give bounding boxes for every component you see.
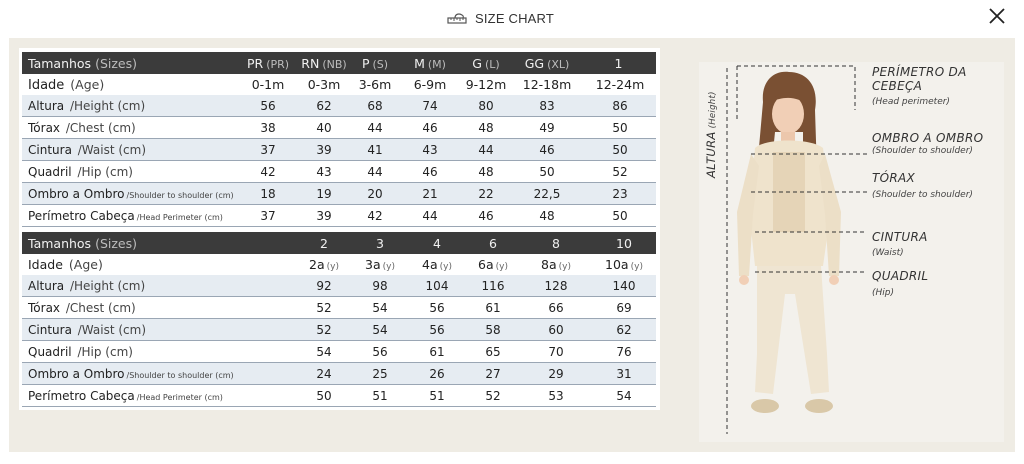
table-cell: 50 [510, 161, 584, 183]
table-cell: 140 [592, 275, 656, 297]
row-label: Altura /Height (cm) [22, 275, 296, 297]
size-column-header: 10 [592, 232, 656, 254]
table-cell: 56 [408, 297, 466, 319]
table-cell: 80 [462, 95, 510, 117]
ruler-icon [447, 12, 467, 24]
table-cell: 54 [352, 297, 408, 319]
row-label: Perímetro Cabeça /Head Perimeter (cm) [22, 205, 240, 227]
size-column-header: 3 [352, 232, 408, 254]
table-cell: 10a (y) [605, 257, 643, 272]
table-cell: 44 [352, 117, 398, 139]
size-column-header: PR (PR) [240, 52, 296, 74]
table-cell: 37 [240, 139, 296, 161]
table-cell: 60 [520, 319, 592, 341]
close-icon[interactable] [987, 6, 1007, 26]
table-cell: 65 [466, 341, 520, 363]
size-column-header: 4 [408, 232, 466, 254]
row-label: Idade (Age) [28, 76, 105, 93]
table-cell: 51 [408, 385, 466, 407]
table-row [22, 183, 656, 205]
table-cell: 12-24m [595, 77, 645, 92]
table-cell: 46 [510, 139, 584, 161]
table-row [22, 117, 656, 139]
table-row [22, 341, 656, 363]
table-cell: 69 [592, 297, 656, 319]
table-cell: 104 [408, 275, 466, 297]
table-cell: 27 [466, 363, 520, 385]
table-cell: 21 [398, 183, 462, 205]
table-cell: 62 [296, 95, 352, 117]
title-wrap [447, 9, 554, 27]
table-cell: 37 [240, 205, 296, 227]
table-cell: 61 [408, 341, 466, 363]
head-perimeter-label: PERÍMETRO DA CEBEÇA [872, 65, 967, 93]
chest-label: TÓRAX [872, 171, 916, 185]
table-cell: 50 [584, 117, 656, 139]
table-cell: 0-3m [307, 77, 341, 92]
table-cell: 43 [398, 139, 462, 161]
table-cell: 48 [510, 205, 584, 227]
hip-sub: (Hip) [872, 288, 895, 298]
table-cell: 20 [352, 183, 398, 205]
table-cell: 9-12m [465, 77, 507, 92]
table-cell: 44 [462, 139, 510, 161]
row-label: Ombro a Ombro /Shoulder to shoulder (cm) [22, 183, 240, 205]
table-cell: 54 [352, 319, 408, 341]
table-header-row [22, 232, 656, 254]
table-cell: 58 [466, 319, 520, 341]
table-cell: 40 [296, 117, 352, 139]
table-cell: 74 [398, 95, 462, 117]
size-column-header: 8 [520, 232, 592, 254]
row-label: Quadril /Hip (cm) [22, 161, 240, 183]
table-row [22, 297, 656, 319]
row-label: Altura /Height (cm) [22, 95, 240, 117]
table-cell: 25 [352, 363, 408, 385]
table-row [22, 95, 656, 117]
table-cell: 0-1m [251, 77, 285, 92]
shoulder-label: OMBRO A OMBRO [872, 131, 984, 145]
table-cell: 54 [296, 341, 352, 363]
table-cell: 70 [520, 341, 592, 363]
table-cell: 8a (y) [541, 257, 571, 272]
table-cell: 23 [584, 183, 656, 205]
waist-label: CINTURA [872, 230, 928, 244]
table-cell: 48 [462, 117, 510, 139]
table-cell: 62 [592, 319, 656, 341]
size-column-header: GG (XL) [510, 52, 584, 74]
table-cell: 44 [398, 205, 462, 227]
table-cell: 29 [520, 363, 592, 385]
table-cell: 31 [592, 363, 656, 385]
size-column-header: 1 [584, 52, 656, 74]
table-row [22, 363, 656, 385]
size-column-header: RN (NB) [296, 52, 352, 74]
size-table-baby [22, 52, 656, 227]
table-cell: 46 [462, 205, 510, 227]
table-cell: 22 [462, 183, 510, 205]
table-cell: 52 [584, 161, 656, 183]
table-cell: 42 [240, 161, 296, 183]
header-cell: Tamanhos (Sizes) [22, 52, 240, 74]
table-row [22, 254, 656, 275]
table-cell: 41 [352, 139, 398, 161]
table-cell: 18 [240, 183, 296, 205]
size-table-kids [22, 232, 656, 407]
table-cell: 83 [510, 95, 584, 117]
table-cell: 38 [240, 117, 296, 139]
row-label: Cintura /Waist (cm) [22, 139, 240, 161]
table-row [22, 139, 656, 161]
table-cell: 6-9m [413, 77, 447, 92]
table-cell: 44 [352, 161, 398, 183]
table-cell: 3-6m [358, 77, 392, 92]
height-label: ALTURA(Height) [704, 91, 718, 178]
table-row [22, 319, 656, 341]
table-cell: 19 [296, 183, 352, 205]
table-cell: 49 [510, 117, 584, 139]
size-column-header: G (L) [462, 52, 510, 74]
waist-sub: (Waist) [872, 248, 904, 258]
table-cell: 39 [296, 139, 352, 161]
table-cell: 43 [296, 161, 352, 183]
table-cell: 56 [408, 319, 466, 341]
table-cell: 92 [296, 275, 352, 297]
table-cell: 56 [352, 341, 408, 363]
table-cell: 50 [584, 205, 656, 227]
modal-header [0, 0, 1024, 38]
size-column-header: 6 [466, 232, 520, 254]
table-cell: 50 [584, 139, 656, 161]
table-cell: 52 [296, 297, 352, 319]
header-cell: Tamanhos (Sizes) [22, 232, 296, 254]
table-cell: 24 [296, 363, 352, 385]
table-cell: 48 [462, 161, 510, 183]
modal-title: SIZE CHART [475, 10, 555, 26]
row-label: Perímetro Cabeça /Head Perimeter (cm) [22, 385, 296, 407]
table-cell: 4a (y) [422, 257, 452, 272]
table-cell: 56 [240, 95, 296, 117]
row-label: Idade (Age) [28, 257, 103, 272]
table-cell: 3a (y) [365, 257, 395, 272]
shoulder-sub: (Shoulder to shoulder) [872, 146, 973, 156]
table-cell: 68 [352, 95, 398, 117]
measurement-lines [699, 62, 1004, 442]
table-cell: 50 [296, 385, 352, 407]
table-cell: 6a (y) [478, 257, 508, 272]
head-perimeter-sub: (Head perimeter) [872, 97, 950, 107]
table-cell: 46 [398, 117, 462, 139]
table-cell: 52 [296, 319, 352, 341]
table-cell: 54 [592, 385, 656, 407]
table-cell: 76 [592, 341, 656, 363]
row-label: Tórax /Chest (cm) [22, 117, 240, 139]
table-row [22, 161, 656, 183]
size-column-header: 2 [296, 232, 352, 254]
table-cell: 46 [398, 161, 462, 183]
table-cell: 51 [352, 385, 408, 407]
table-cell: 53 [520, 385, 592, 407]
row-label: Ombro a Ombro /Shoulder to shoulder (cm) [22, 363, 296, 385]
row-label: Quadril /Hip (cm) [22, 341, 296, 363]
table-row [22, 275, 656, 297]
table-cell: 22,5 [510, 183, 584, 205]
table-cell: 116 [466, 275, 520, 297]
row-label: Tórax /Chest (cm) [22, 297, 296, 319]
row-label: Cintura /Waist (cm) [22, 319, 296, 341]
table-cell: 42 [352, 205, 398, 227]
table-cell: 66 [520, 297, 592, 319]
table-cell: 39 [296, 205, 352, 227]
chest-sub: (Shoulder to shoulder) [872, 190, 973, 200]
table-cell: 26 [408, 363, 466, 385]
table-cell: 98 [352, 275, 408, 297]
size-column-header: M (M) [398, 52, 462, 74]
table-cell: 12-18m [522, 77, 572, 92]
table-header-row [22, 52, 656, 74]
table-cell: 52 [466, 385, 520, 407]
hip-label: QUADRIL [872, 269, 929, 283]
table-cell: 61 [466, 297, 520, 319]
table-row [22, 205, 656, 227]
table-cell: 128 [520, 275, 592, 297]
model-photo [699, 62, 1004, 442]
table-cell: 86 [584, 95, 656, 117]
size-column-header: P (S) [352, 52, 398, 74]
table-row [22, 74, 656, 95]
table-cell: 2a (y) [309, 257, 339, 272]
table-row [22, 385, 656, 407]
